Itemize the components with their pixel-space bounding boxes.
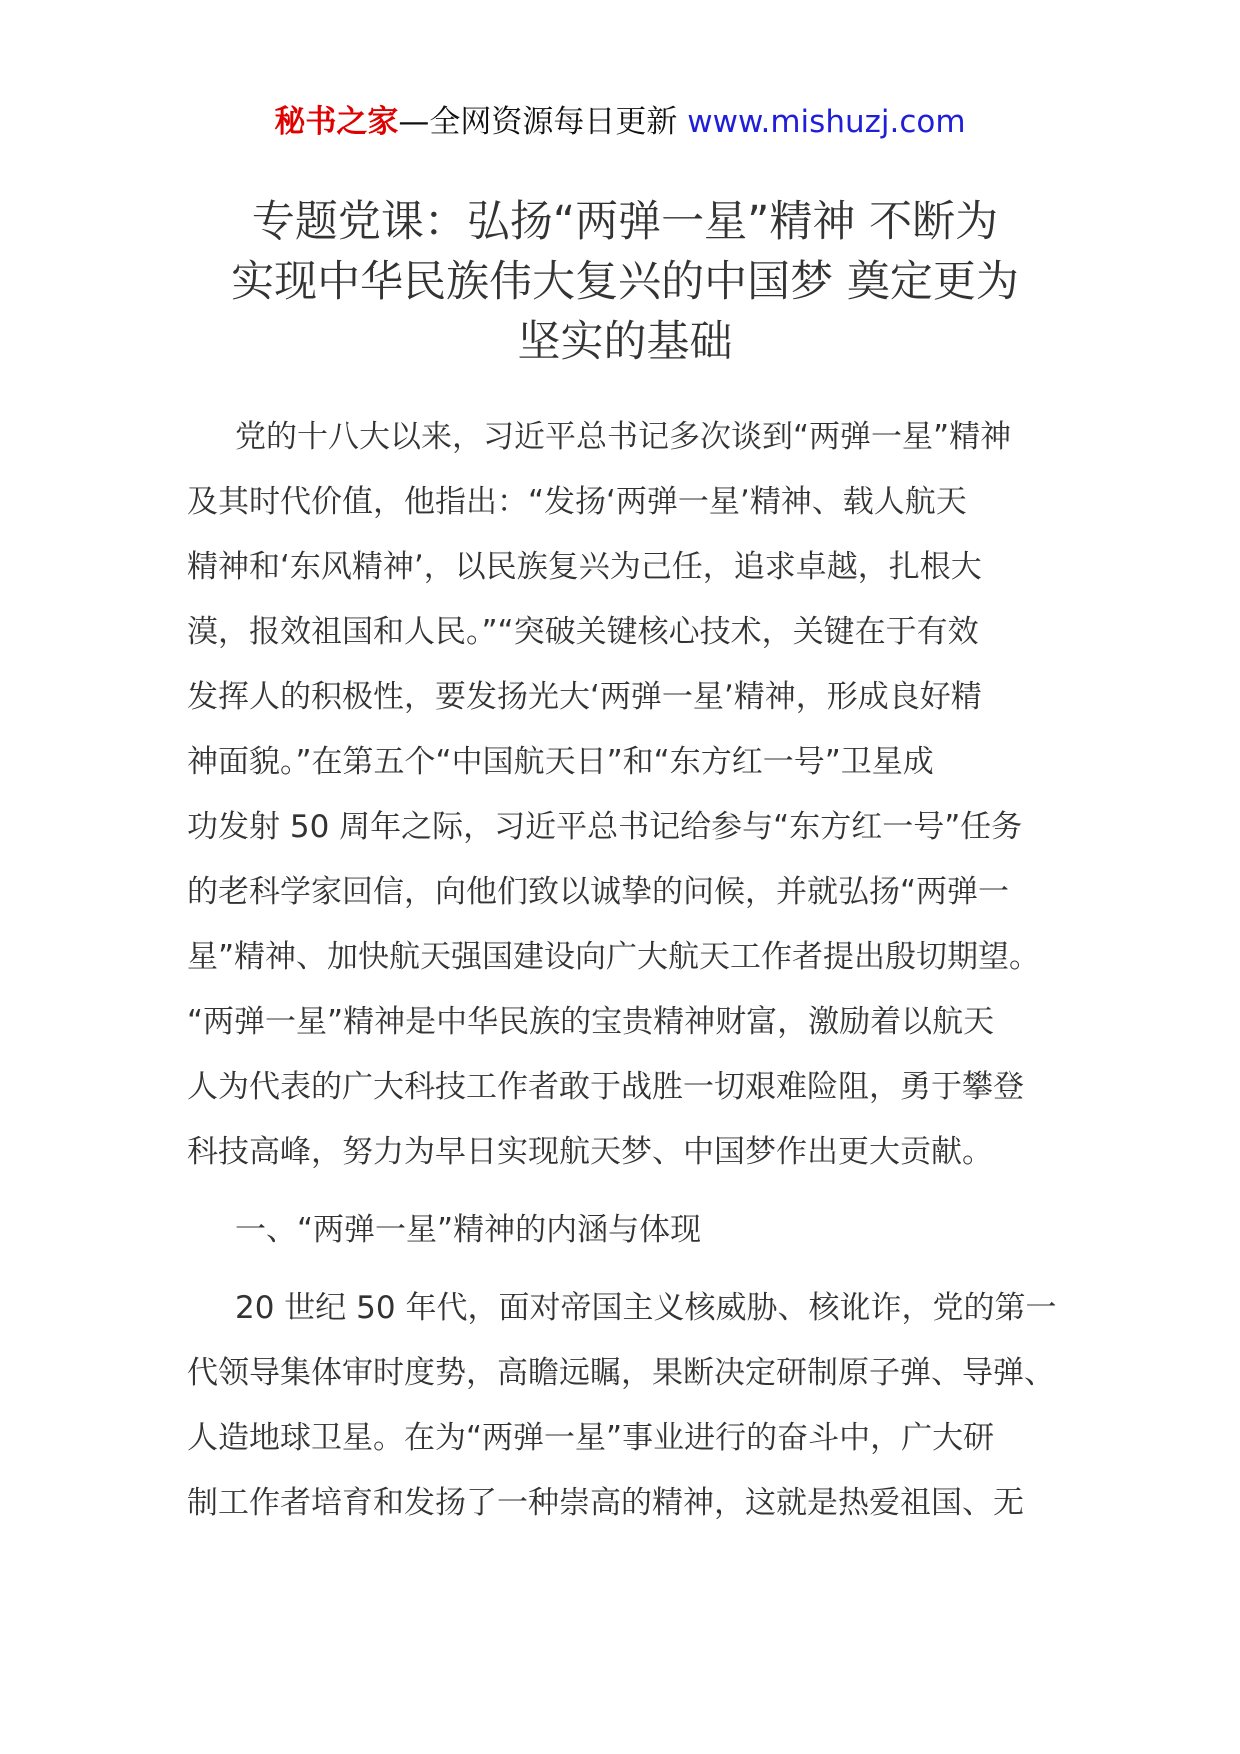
paragraph-gap: [187, 1263, 1067, 1276]
site-url-link[interactable]: www.mishuzj.com: [687, 104, 966, 140]
document-title: [190, 192, 1060, 372]
document-body: [187, 405, 1067, 1536]
paragraph-line: 的老科学家回信，向他们致以诚挚的问候，并就弘扬“两弹一: [187, 874, 1010, 910]
paragraph-line: 制工作者培育和发扬了一种崇高的精神，这就是热爱祖国、无: [187, 1485, 1024, 1521]
paragraph-line: 党的十八大以来，习近平总书记多次谈到“两弹一星”精神: [235, 419, 1012, 455]
paragraph-gap: [187, 1185, 1067, 1198]
paragraph-line: 功发射 50 周年之际，习近平总书记给参与“东方红一号”任务: [187, 809, 1023, 845]
paragraph-2: [187, 1276, 1067, 1536]
paragraph-line: 科技高峰，努力为早日实现航天梦、中国梦作出更大贡献。: [187, 1134, 993, 1170]
paragraph-line: 20 世纪 50 年代，面对帝国主义核威胁、核讹诈，党的第一: [235, 1290, 1057, 1326]
section-heading: 一、“两弹一星”精神的内涵与体现: [235, 1212, 702, 1248]
title-line: 专题党课：弘扬“两弹一星”精神 不断为: [251, 197, 999, 247]
paragraph-line: 及其时代价值，他指出：“发扬‘两弹一星’精神、载人航天: [187, 484, 967, 520]
site-header: [0, 100, 1240, 144]
paragraph-line: 漠，报效祖国和人民。”“突破关键核心技术，关键在于有效: [187, 614, 979, 650]
brand-name: 秘书之家: [274, 104, 399, 140]
paragraph-line: 代领导集体审时度势，高瞻远瞩，果断决定研制原子弹、导弹、: [187, 1355, 1055, 1391]
paragraph-line: 神面貌。”在第五个“中国航天日”和“东方红一号”卫星成: [187, 744, 934, 780]
paragraph-1: [187, 405, 1067, 1185]
paragraph-line: 人造地球卫星。在为“两弹一星”事业进行的奋斗中，广大研: [187, 1420, 995, 1456]
header-slogan: —全网资源每日更新: [398, 104, 688, 140]
paragraph-line: “两弹一星”精神是中华民族的宝贵精神财富，激励着以航天: [187, 1004, 995, 1040]
title-line: 实现中华民族伟大复兴的中国梦 奠定更为: [231, 257, 1019, 307]
paragraph-line: 人为代表的广大科技工作者敢于战胜一切艰难险阻，勇于攀登: [187, 1069, 1024, 1105]
title-line: 坚实的基础: [517, 317, 733, 367]
paragraph-line: 发挥人的积极性，要发扬光大‘两弹一星’精神，形成良好精: [187, 679, 982, 715]
paragraph-line: 星”精神、加快航天强国建设向广大航天工作者提出殷切期望。: [187, 939, 1041, 975]
paragraph-line: 精神和‘东风精神’，以民族复兴为己任，追求卓越，扎根大: [187, 549, 982, 585]
